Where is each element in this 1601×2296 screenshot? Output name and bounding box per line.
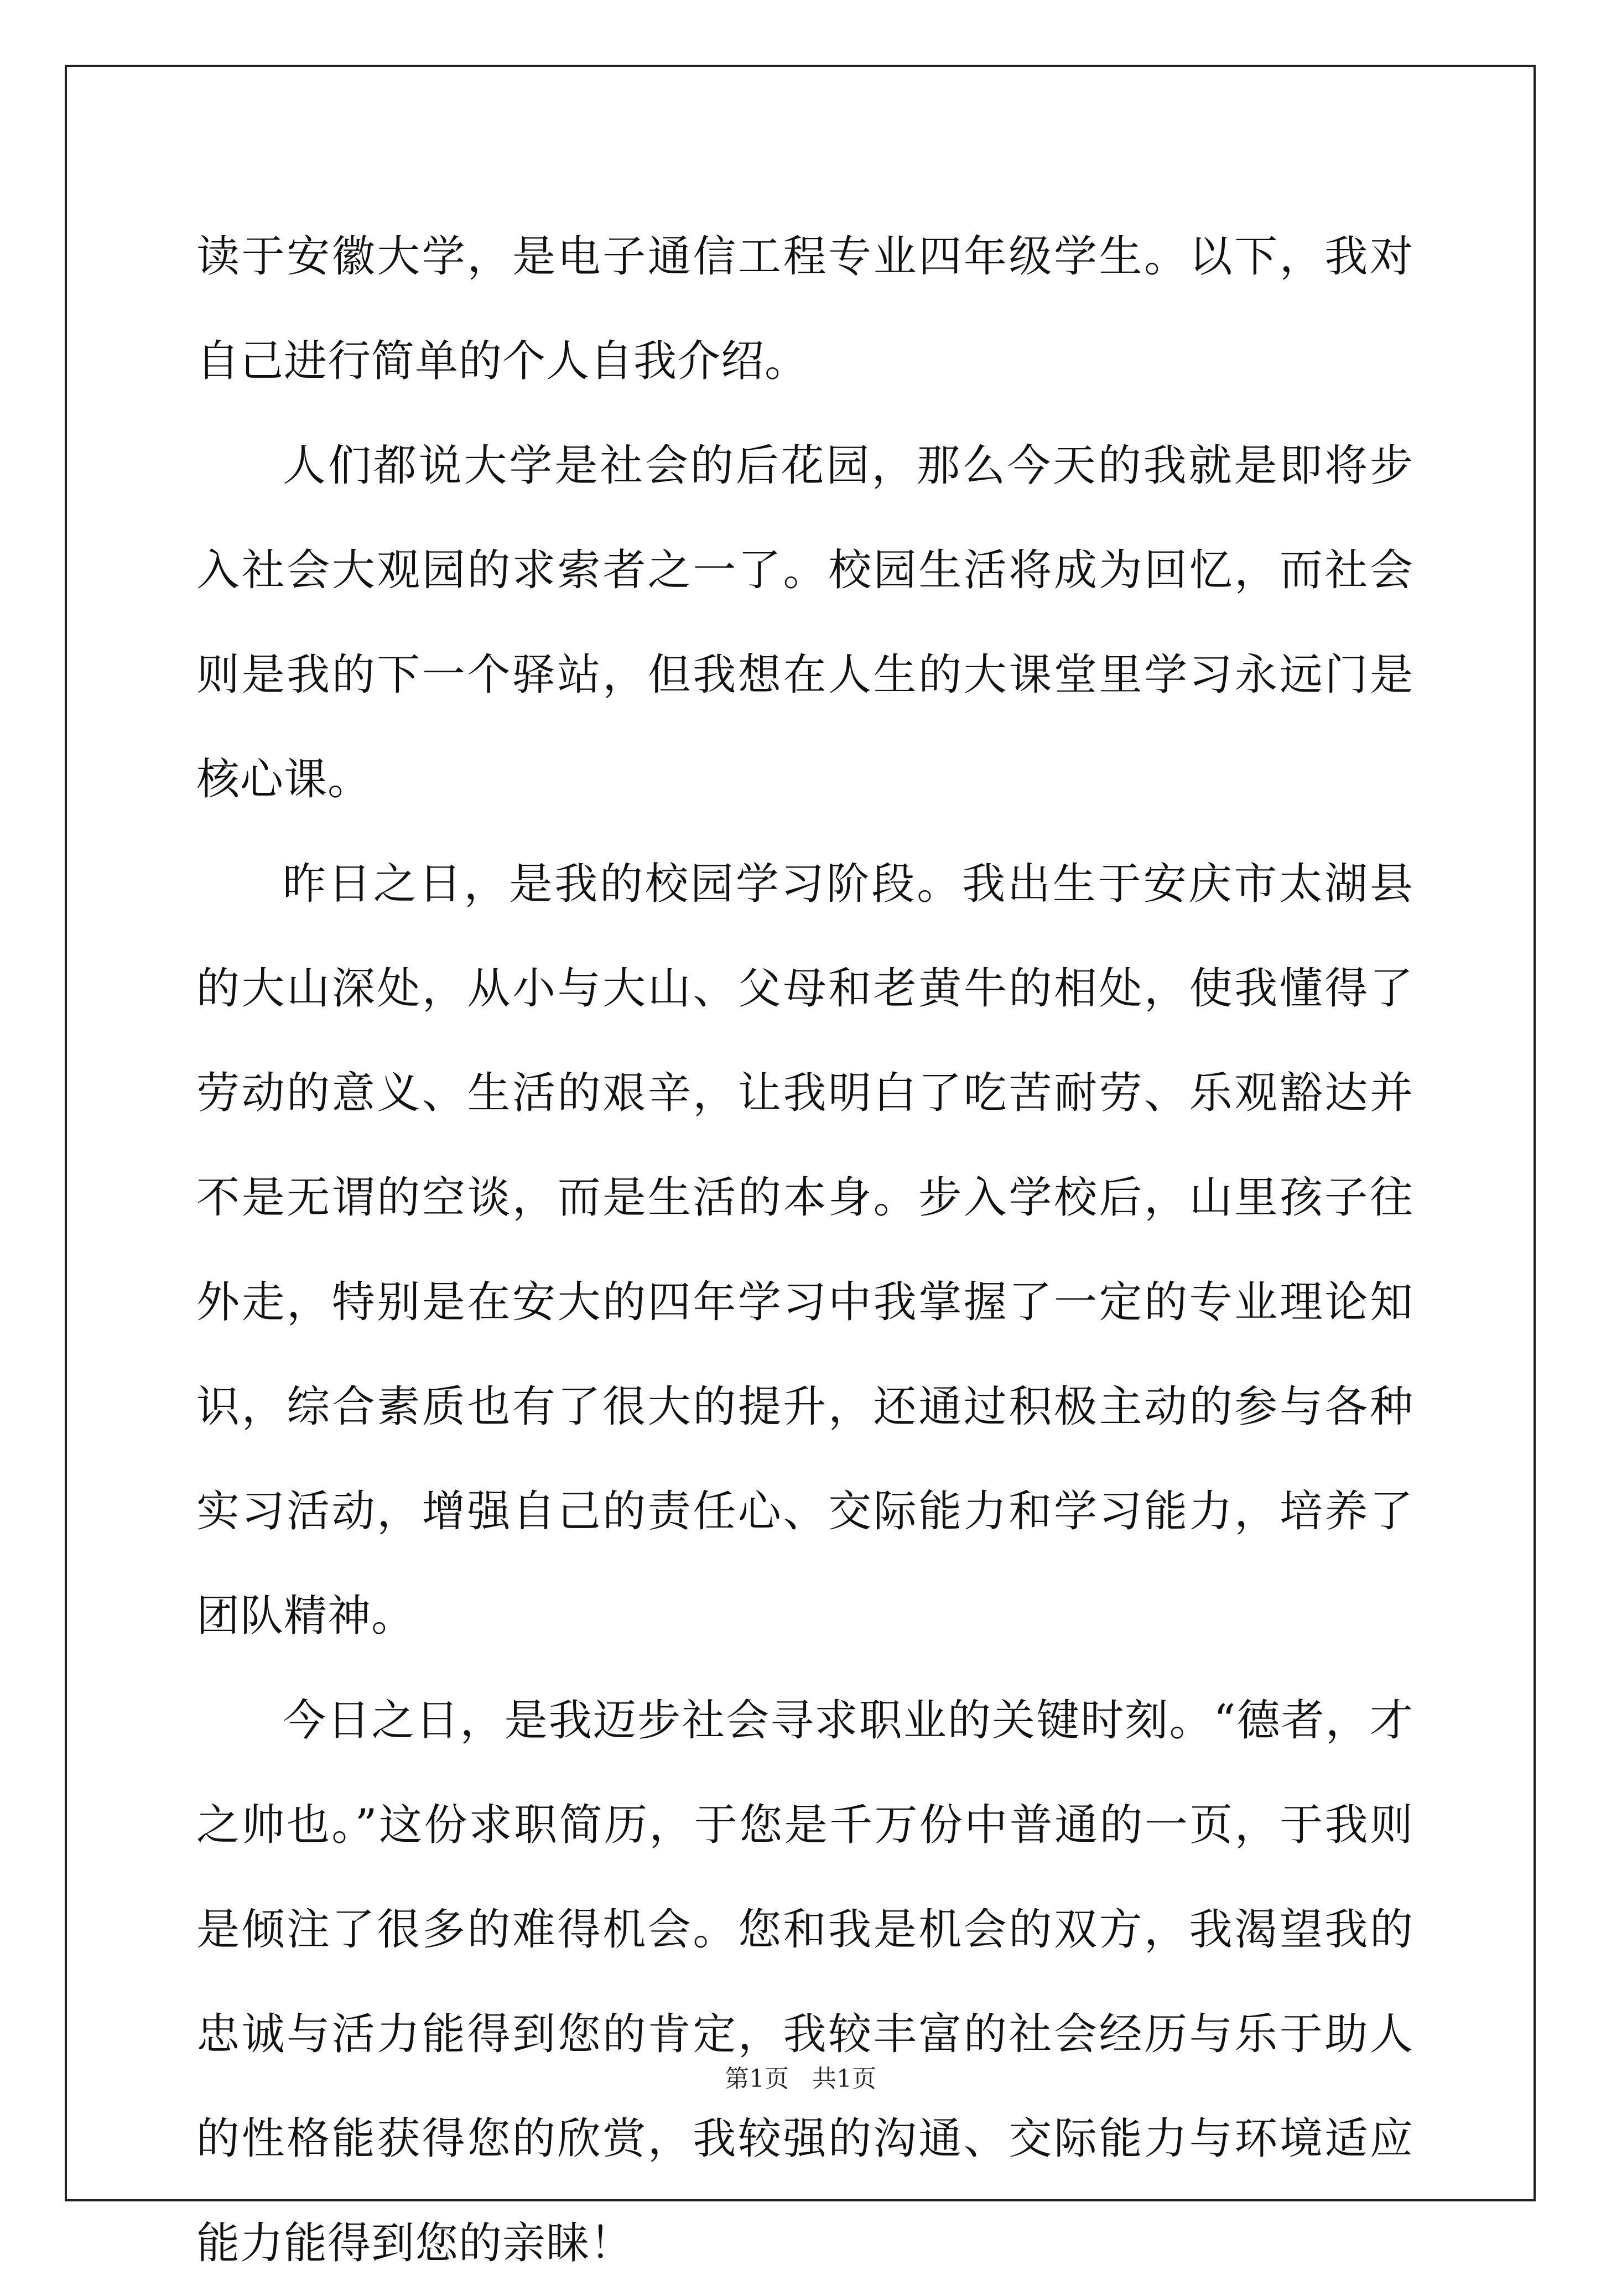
page-total: 共1页 xyxy=(812,2065,876,2093)
paragraph-intro: 读于安徽大学，是电子通信工程专业四年级学生。以下，我对自己进行简单的个人自我介绍。 xyxy=(196,232,1413,386)
paragraph-yesterday: 昨日之日，是我的校园学习阶段。我出生于安庆市太湖县的大山深处，从小与大山、父母和老黄牛的相处，使我懂得了劳动的意义、生活的艰辛，让我明白了吃苦耐劳、乐观豁达并不是无谓的空谈，而是生活的本身。步入学校后，山里孩子往外走，特别是在安大的四年学习中我掌握了一定的专业理论知识，综合素质也有了很大的提升，还通过积极主动的参与各种实习活动，增强自己的责任心、交际能力和学习能力，培养了团队精神。 xyxy=(196,859,1413,1641)
paragraph-society: 人们都说大学是社会的后花园，那么今天的我就是即将步入社会大观园的求索者之一了。校园生活将成为回忆，而社会则是我的下一个驿站，但我想在人生的大课堂里学习永远门是核心课。 xyxy=(196,441,1413,804)
page-footer xyxy=(0,2063,1601,2096)
paragraph-today: 今日之日，是我迈步社会寻求职业的关键时刻。“德者，才之帅也。”这份求职简历，于您是千万份中普通的一页，于我则是倾注了很多的难得机会。您和我是机会的双方，我渴望我的忠诚与活力能得到您的肯定，我较丰富的社会经历与乐于助人的性格能获得您的欣赏，我较强的沟通、交际能力与环境适应能力能得到您的亲睐！ xyxy=(196,1696,1413,2268)
document-body xyxy=(196,205,1413,2296)
page-number: 第1页 xyxy=(725,2065,789,2093)
